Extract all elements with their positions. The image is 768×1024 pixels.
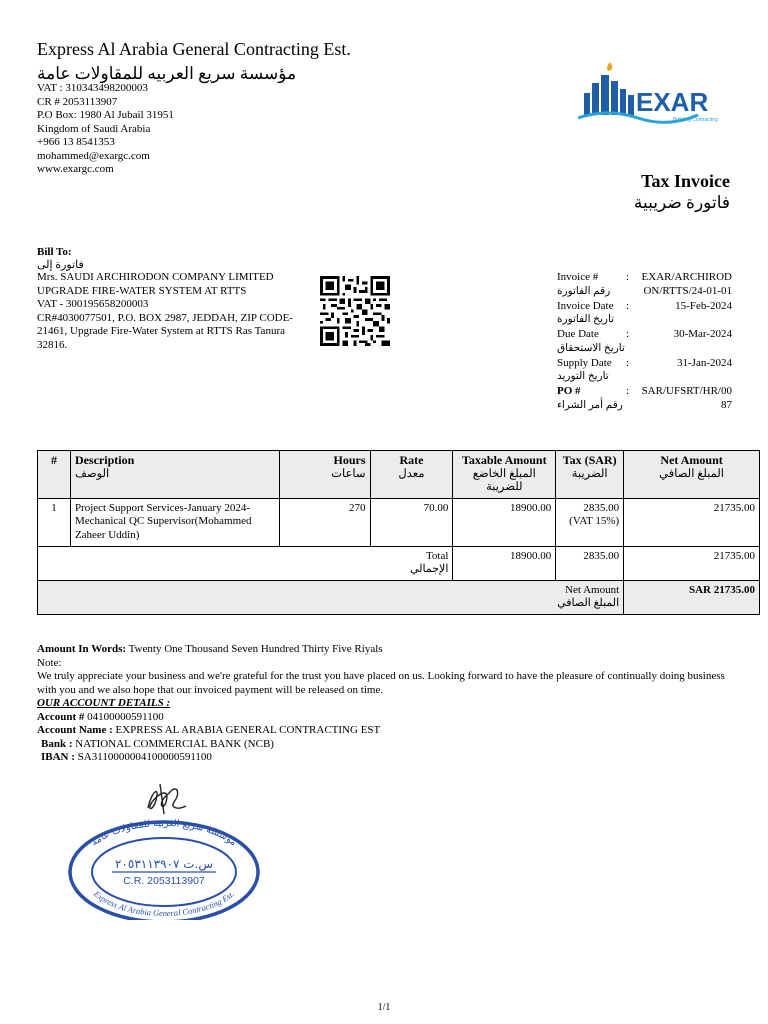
- meta-invoice-date: Invoice Date : 15-Feb-2024 تاريخ الفاتورة: [557, 299, 732, 325]
- net-amount-value: SAR 21735.00: [624, 580, 760, 614]
- company-cr: CR # 2053113907: [37, 95, 118, 108]
- net-amount-label: Net Amount المبلغ الصافي: [38, 580, 624, 614]
- bill-to-project: UPGRADE FIRE-WATER SYSTEM AT RTTS: [37, 284, 247, 297]
- net-amount-row: [38, 580, 760, 614]
- account-name-label: Account Name :: [37, 724, 113, 736]
- col-header-taxable-amount: Taxable Amount المبلغ الخاضع للضريبة: [453, 451, 556, 499]
- company-logo: [578, 63, 723, 125]
- iban-label: IBAN :: [41, 751, 75, 763]
- logo-wordmark: EXAR: [636, 87, 709, 117]
- meta-invoice-number: Invoice # : EXAR/ARCHIROD رقم الفاتورة ON/RTTS/24-01-01: [557, 271, 732, 297]
- invoice-footer: [37, 643, 737, 765]
- item-description: Project Support Services-January 2024-Mechanical QC Supervisor(Mohammed Zaheer Uddin): [70, 498, 279, 546]
- company-phone: +966 13 8541353: [37, 136, 115, 148]
- signature: [148, 784, 186, 814]
- qr-code: [319, 276, 391, 346]
- item-taxable-amount: 18900.00: [453, 498, 556, 546]
- item-net-amount: 21735.00: [624, 498, 760, 546]
- note-text: We truly appreciate your business and we're grateful for the trust you have placed on us. Looking forward to have the pleasure of continually doing business with you and we also hope that our invoiced payment will be released on time.: [37, 670, 725, 696]
- iban: SA3110000004100000591100: [77, 751, 212, 763]
- total-tax: 2835.00: [556, 546, 624, 580]
- account-details-heading: OUR ACCOUNT DETAILS :: [37, 697, 171, 709]
- meta-supply-date: Supply Date : 31-Jan-2024 تاريخ التوريد: [557, 356, 732, 382]
- col-header-number: #: [38, 451, 71, 499]
- stamp-cr-arabic: س.ت ٢٠٥٣١١٣٩٠٧: [114, 857, 214, 871]
- col-header-net-amount: Net Amount المبلغ الصافي: [624, 451, 760, 499]
- bank-label: Bank :: [41, 737, 73, 750]
- bill-to-vat: VAT - 300195658200003: [37, 298, 149, 310]
- total-net-amount: 21735.00: [624, 546, 760, 580]
- company-stamp: [60, 780, 270, 920]
- bill-to-cr-address: CR#4030077501, P.O. BOX 2987, JEDDAH, ZIP CODE-21461, Upgrade Fire-Water System at RTTS Ras Tanura 32816.: [37, 311, 293, 351]
- amount-in-words-label: Amount In Words:: [37, 643, 127, 655]
- stamp-cr: C.R. 2053113907: [123, 875, 205, 887]
- account-number-label: Account #: [37, 710, 85, 723]
- invoice-meta: [557, 271, 732, 414]
- meta-due-date: Due Date : 30-Mar-2024 تاريخ الاستحقاق: [557, 328, 732, 354]
- company-website: www.exargc.com: [37, 163, 114, 175]
- col-header-description: Description الوصف: [70, 451, 279, 499]
- company-vat: VAT : 310343498200003: [37, 82, 148, 94]
- amount-in-words: Twenty One Thousand Seven Hundred Thirty Five Riyals: [128, 643, 383, 655]
- stamp-ring-arabic: مؤسسة سريع العربيه للمقاولات عامة: [89, 817, 239, 849]
- company-details: [37, 82, 174, 177]
- company-name-arabic: مؤسسة سريع العربيه للمقاولات عامة: [37, 64, 297, 83]
- total-taxable-amount: 18900.00: [453, 546, 556, 580]
- total-row: [38, 546, 760, 580]
- table-header-row: [38, 451, 760, 499]
- logo-tagline: Building Contracting: [673, 117, 718, 123]
- bank-name: NATIONAL COMMERCIAL BANK (NCB): [75, 737, 274, 750]
- bill-to-label-arabic: فاتورة إلى: [37, 259, 84, 271]
- company-country: Kingdom of Saudi Arabia: [37, 122, 151, 135]
- stamp-ring-english: Express Al Arabia General Contracting Est.: [92, 888, 237, 919]
- account-name: EXPRESS AL ARABIA GENERAL CONTRACTING EST: [115, 724, 381, 736]
- item-number: 1: [38, 498, 71, 546]
- bill-to-label: Bill To:: [37, 246, 72, 258]
- company-po-box: P.O Box: 1980 Al Jubail 31951: [37, 109, 174, 121]
- invoice-items-table: [37, 450, 760, 615]
- table-row: [38, 498, 760, 546]
- company-email: mohammed@exargc.com: [37, 149, 150, 162]
- col-header-rate: Rate معدل: [370, 451, 453, 499]
- total-label: Total الإجمالي: [38, 546, 453, 580]
- note-label: Note:: [37, 656, 62, 669]
- invoice-title-arabic: فاتورة ضريبية: [633, 193, 730, 212]
- invoice-title: Tax Invoice: [641, 171, 730, 191]
- account-number: 04100000591100: [87, 710, 164, 723]
- bill-to-address: [37, 271, 307, 352]
- col-header-tax: Tax (SAR) الضريبة: [556, 451, 624, 499]
- item-rate: 70.00: [370, 498, 453, 546]
- col-header-hours: Hours ساعات: [279, 451, 370, 499]
- company-name: Express Al Arabia General Contracting Est.: [37, 39, 351, 59]
- page-number: 1/1: [377, 1002, 391, 1013]
- bill-to-customer: Mrs. SAUDI ARCHIRODON COMPANY LIMITED: [37, 271, 274, 283]
- meta-po-number: PO # : SAR/UFSRT/HR/00 رقم أمر الشراء 87: [557, 385, 732, 411]
- item-hours: 270: [279, 498, 370, 546]
- item-tax: 2835.00 (VAT 15%): [556, 498, 624, 546]
